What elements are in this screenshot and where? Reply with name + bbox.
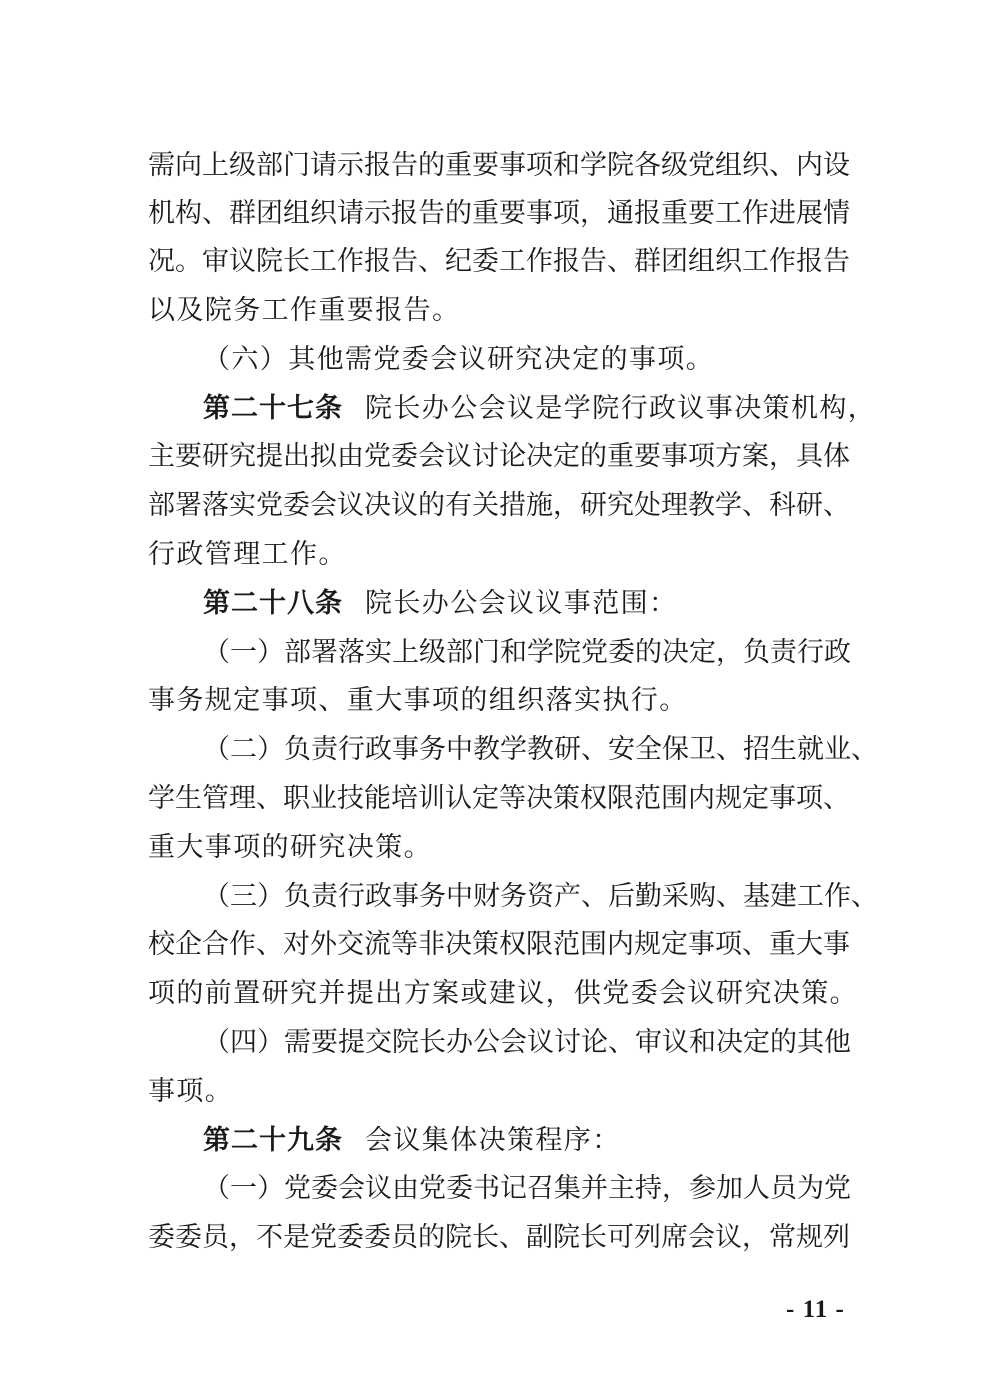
page-number: - 11 -: [786, 1296, 845, 1323]
text-line: （四）需要提交院长办公会议讨论、审议和决定的其他: [203, 1027, 851, 1058]
text-line: 机构、群团组织请示报告的重要事项，通报重要工作进展情: [148, 198, 850, 229]
text-line: 以及院务工作重要报告。: [148, 295, 461, 326]
text-line: （三）负责行政事务中财务资产、后勤采购、基建工作、: [203, 881, 878, 912]
text-line: 事务规定事项、重大事项的组织落实执行。: [148, 685, 688, 716]
article-29-line: [203, 1123, 621, 1159]
article-28-line: [203, 586, 677, 622]
article-27-heading: 第二十七条: [203, 393, 343, 424]
text-line: 部署落实党委会议决议的有关措施，研究处理教学、科研、: [148, 490, 850, 521]
text-line: 行政管理工作。: [148, 539, 347, 570]
article-27-text: 院长办公会议是学院行政议事决策机构，: [365, 393, 877, 424]
article-29-heading: 第二十九条: [203, 1125, 343, 1156]
article-28-heading: 第二十八条: [203, 588, 343, 619]
article-28-text: 院长办公会议议事范围：: [365, 588, 678, 619]
text-line: （六）其他需党委会议研究决定的事项。: [203, 344, 715, 375]
text-line: 校企合作、对外交流等非决策权限范围内规定事项、重大事: [148, 929, 850, 960]
text-line: 况。审议院长工作报告、纪委工作报告、群团组织工作报告: [148, 246, 850, 277]
text-line: 项的前置研究并提出方案或建议，供党委会议研究决策。: [148, 978, 858, 1009]
text-line: 委委员，不是党委委员的院长、副院长可列席会议，常规列: [148, 1222, 850, 1253]
text-line: （一）部署落实上级部门和学院党委的决定，负责行政: [203, 637, 851, 668]
text-line: （一）党委会议由党委书记召集并主持，参加人员为党: [203, 1173, 851, 1204]
text-line: 学生管理、职业技能培训认定等决策权限范围内规定事项、: [148, 783, 850, 814]
article-29-text: 会议集体决策程序：: [365, 1125, 621, 1156]
text-line: 需向上级部门请示报告的重要事项和学院各级党组织、内设: [148, 150, 850, 181]
text-line: （二）负责行政事务中教学教研、安全保卫、招生就业、: [203, 734, 878, 765]
text-line: 事项。: [148, 1076, 234, 1107]
text-line: 主要研究提出拟由党委会议讨论决定的重要事项方案，具体: [148, 441, 850, 472]
article-27-line: [203, 391, 876, 427]
text-line: 重大事项的研究决策。: [148, 832, 432, 863]
